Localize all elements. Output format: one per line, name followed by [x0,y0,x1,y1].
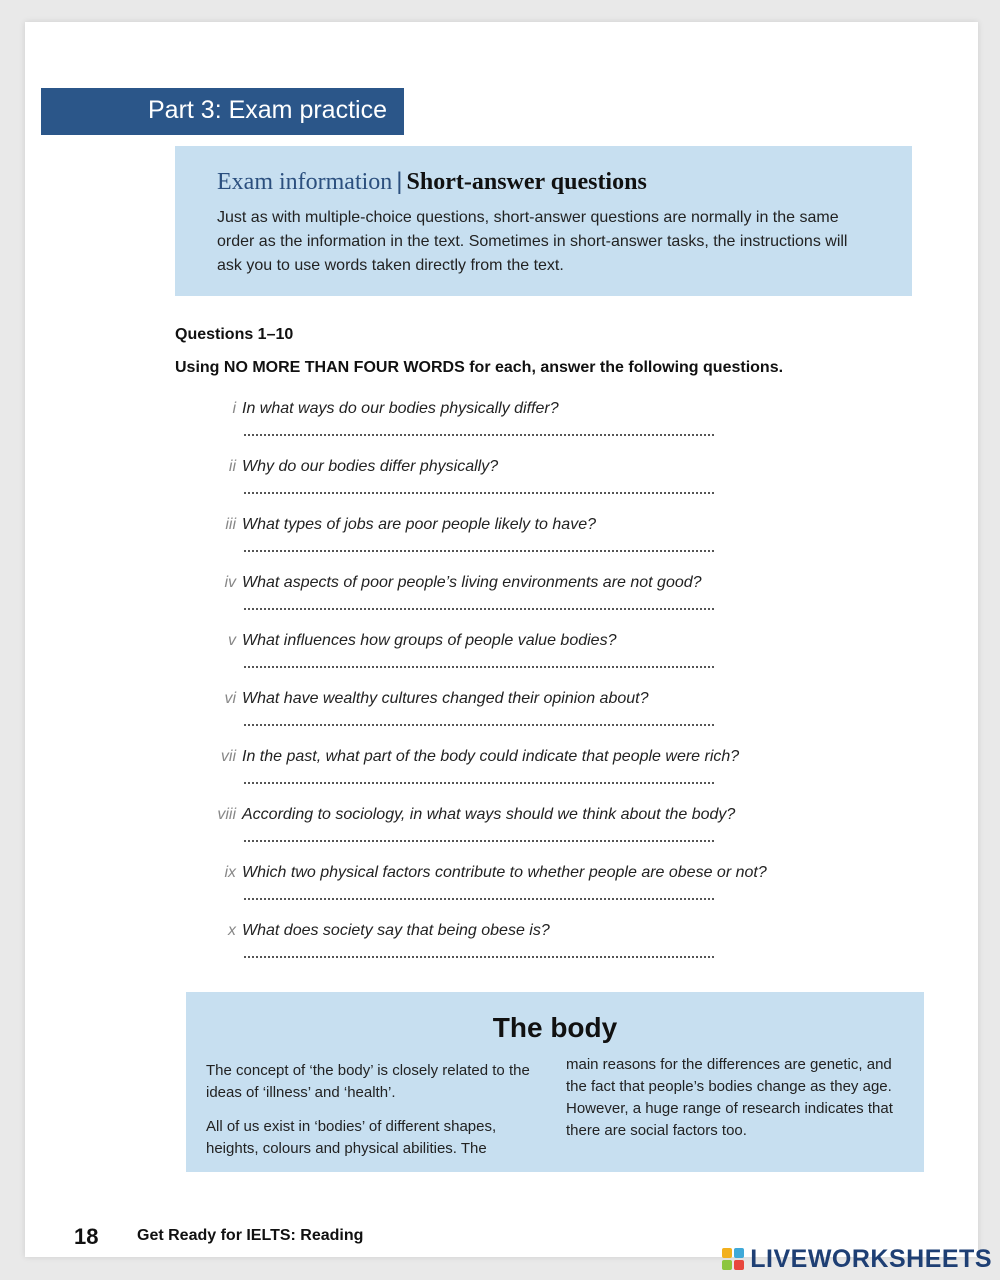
question-item [200,748,840,806]
exam-information-text: Just as with multiple-choice questions, short-answer questions are normally in the same order as the information in the text. Sometimes in short-answer tasks, the instructions will ask you to use words taken directly from the text. [217,209,848,274]
exam-information-subtitle: Short-answer questions [406,169,647,195]
part-banner: Part 3: Exam practice [41,88,404,135]
question-text: What have wealthy cultures changed their opinion about? [242,690,649,707]
question-item [200,806,840,864]
book-title: Get Ready for IELTS: Reading [137,1227,364,1244]
questions-heading: Questions 1–10 [175,326,294,343]
question-item [200,922,840,980]
question-number: viii [217,806,236,823]
question-list [200,400,840,980]
question-item [200,864,840,922]
title-separator: | [396,168,403,195]
question-number: vii [220,748,236,765]
question-number: ii [228,458,236,475]
question-text: What does society say that being obese is? [242,922,550,939]
page-number: 18 [74,1224,99,1249]
question-item [200,690,840,748]
the-body-title: The body [492,1012,618,1043]
question-number: vi [224,690,236,707]
the-body-paragraph: The concept of ‘the body’ is closely related to the ideas of ‘illness’ and ‘health’. [206,1062,530,1101]
exam-information-title [217,168,872,196]
question-item [200,632,840,690]
answer-line[interactable] [244,666,714,668]
liveworksheets-logo-icon [722,1248,744,1270]
answer-line[interactable] [244,724,714,726]
exam-information-lead: Exam information [217,169,393,195]
the-body-paragraph: All of us exist in ‘bodies’ of different shapes, heights, colours and physical abilities. The [206,1118,497,1157]
question-item [200,400,840,458]
question-text: What types of jobs are poor people likely to have? [242,516,596,533]
question-item [200,516,840,574]
the-body-paragraph: main reasons for the differences are genetic, and the fact that people’s bodies change as they age. However, a huge range of research indicates that there are social factors too. [566,1056,893,1139]
question-number: x [228,922,236,939]
the-body-text-box [186,992,924,1172]
question-text: What influences how groups of people value bodies? [242,632,617,649]
answer-line[interactable] [244,956,714,958]
question-text: In what ways do our bodies physically differ? [242,400,559,417]
answer-line[interactable] [244,898,714,900]
question-text: In the past, what part of the body could indicate that people were rich? [242,748,740,765]
exam-information-box [175,146,912,296]
question-text: According to sociology, in what ways should we think about the body? [242,806,736,823]
liveworksheets-wordmark: LIVEWORKSHEETS [750,1244,992,1273]
answer-line[interactable] [244,840,714,842]
question-item [200,574,840,632]
the-body-column-right [566,1054,906,1154]
question-number: iii [225,516,236,533]
answer-line[interactable] [244,550,714,552]
question-text: Which two physical factors contribute to whether people are obese or not? [242,864,767,881]
question-number: iv [224,574,236,591]
questions-instruction: Using NO MORE THAN FOUR WORDS for each, answer the following questions. [175,359,784,376]
question-number: v [228,632,236,649]
answer-line[interactable] [244,492,714,494]
answer-line[interactable] [244,434,714,436]
question-number: i [232,400,236,417]
question-text: Why do our bodies differ physically? [242,458,499,475]
answer-line[interactable] [244,782,714,784]
liveworksheets-watermark [722,1246,992,1272]
answer-line[interactable] [244,608,714,610]
question-item [200,458,840,516]
question-text: What aspects of poor people’s living environments are not good? [242,574,702,591]
the-body-column-left [206,1060,551,1172]
question-number: ix [224,864,236,881]
